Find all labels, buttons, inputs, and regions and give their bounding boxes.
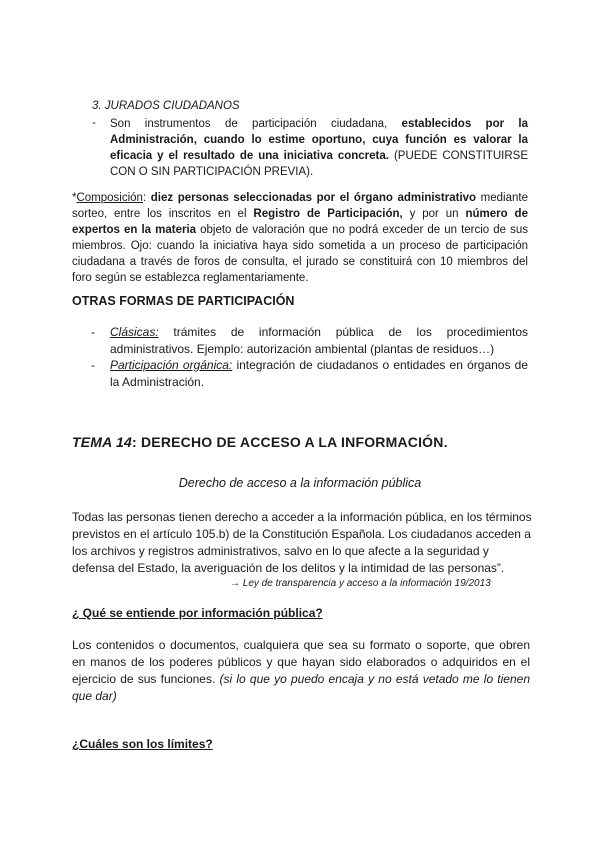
composicion-bold-3: número de expertos en la materia xyxy=(72,208,528,236)
list-item-organica xyxy=(110,357,528,391)
jurados-paragraph xyxy=(110,116,528,180)
composicion-text-2: y por un xyxy=(402,208,466,220)
composicion-text-1: mediante sorteo, entre los inscritos en el xyxy=(72,192,528,220)
composicion-bold-2: Registro de Participación, xyxy=(253,208,403,220)
subtitle: Derecho de acceso a la información pública xyxy=(178,476,422,490)
list-item-clasicas xyxy=(110,324,528,358)
quote-paragraph: Todas las personas tienen derecho a acceder a la información pública, en los términos previstos en el artículo 105.b) de la Constitución Española. Los ciudadanos acceden a los archivos y registros administrativos, salvo en lo que afecte a la seguridad y defensa del Estado, la averiguación de los delitos y la intimidad de las personas”. xyxy=(72,510,532,575)
tema-title xyxy=(72,434,448,450)
answer-main: Los contenidos o documentos, cualquiera que sea su formato o soporte, que obren en manos de los poderes públicos y que hayan sido elaborados o adquiridos en el ejercicio de sus funciones. xyxy=(72,638,530,686)
otras-formas-heading: OTRAS FORMAS DE PARTICIPACIÓN xyxy=(72,294,295,308)
bullet-dash: - xyxy=(92,117,96,129)
tema-number: TEMA 14 xyxy=(72,434,133,450)
question-limites: ¿Cuáles son los límites? xyxy=(72,737,213,751)
tema-title-text: : DERECHO DE ACCESO A LA INFORMACIÓN. xyxy=(132,434,448,450)
jurados-intro: Son instrumentos de participación ciudadana, xyxy=(110,118,402,130)
law-reference: → Ley de transparencia y acceso a la información 19/2013 xyxy=(230,578,491,589)
composicion-label: Composición xyxy=(76,192,143,204)
jurados-tail: (PUEDE CONSTITUIRSE CON O SIN PARTICIPACIÓN PREVIA). xyxy=(110,150,528,178)
section-heading-jurados: 3. JURADOS CIUDADANOS xyxy=(92,100,240,112)
composicion-colon: : xyxy=(142,192,151,204)
composicion-paragraph xyxy=(72,190,528,286)
list-item-text: integración de ciudadanos o entidades en órganos de la Administración. xyxy=(110,358,528,389)
question-informacion-publica: ¿ Qué se entiende por información pública? xyxy=(72,606,323,620)
asterisk: * xyxy=(72,192,77,204)
composicion-bold-1: diez personas seleccionadas por el órgano administrativo xyxy=(150,192,477,204)
list-item-label: Clásicas: xyxy=(110,325,159,339)
answer-informacion-publica xyxy=(72,637,530,705)
composicion-text-3: objeto de valoración que no podrá exceder de un tercio de sus miembros. Ojo: cuando la iniciativa haya sido sometida a un proceso de participación ciudadana a través de foros de consulta, el jurado se constituirá con 10 miembros del foro según se establezca reglamentariamente. xyxy=(72,224,528,284)
list-bullet: - xyxy=(91,358,95,372)
list-item-label: Participación orgánica: xyxy=(110,358,233,372)
list-bullet: - xyxy=(91,325,95,339)
answer-note: (si lo que yo puedo encaja y no está vetado me lo tienen que dar) xyxy=(72,672,531,703)
list-item-text: trámites de información pública de los procedimientos administrativos. Ejemplo: autorización ambiental (plantas de residuos…) xyxy=(110,325,528,356)
jurados-bold: establecidos por la Administración, cuando lo estime oportuno, cuya función es valorar la eficacia y el resultado de una iniciativa concreta. xyxy=(110,118,528,162)
